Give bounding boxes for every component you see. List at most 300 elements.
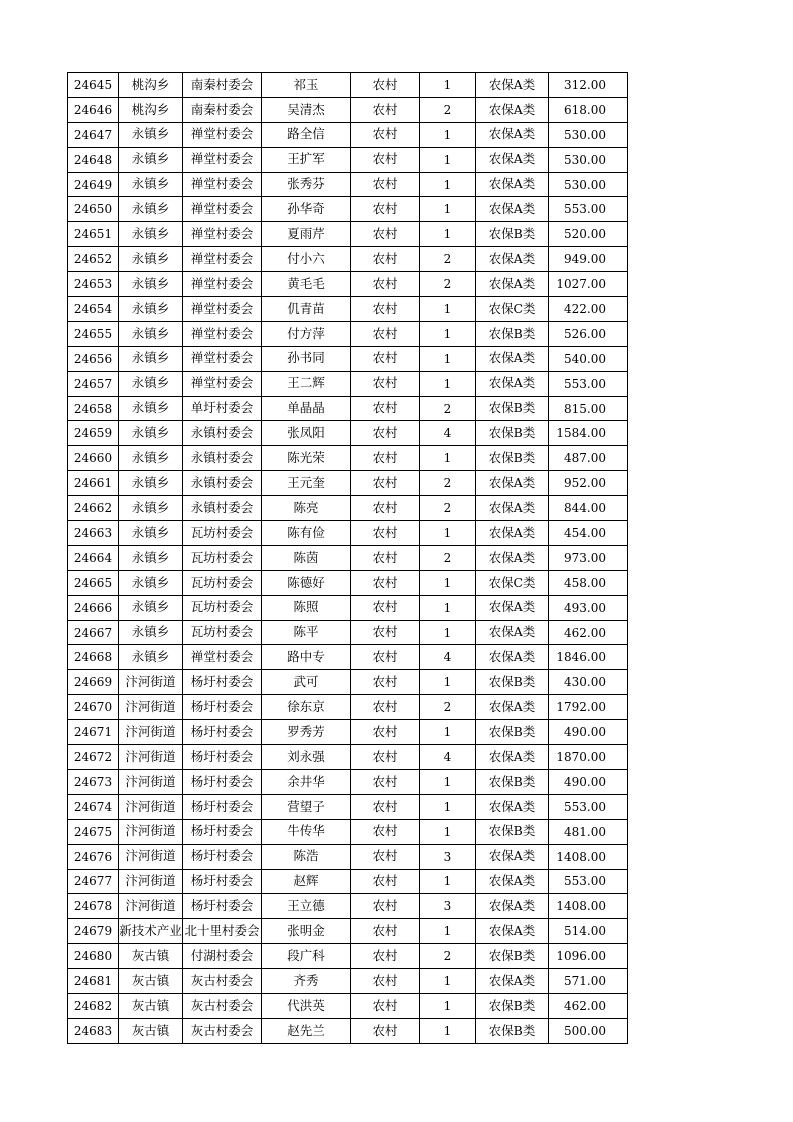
serial-number-cell: 24656	[68, 346, 119, 371]
household-type-cell: 农村	[351, 122, 420, 147]
table-row	[68, 670, 628, 695]
name-cell: 陈照	[262, 595, 351, 620]
member-count-cell: 1	[420, 222, 476, 247]
name-cell: 陈浩	[262, 844, 351, 869]
member-count-cell: 1	[420, 869, 476, 894]
amount-cell: 1408.00	[549, 844, 628, 869]
household-type-cell: 农村	[351, 371, 420, 396]
village-committee-cell: 杨圩村委会	[183, 894, 262, 919]
village-committee-cell: 瓦坊村委会	[183, 620, 262, 645]
township-cell: 新技术产业	[119, 919, 183, 944]
category-cell: 农保B类	[476, 993, 549, 1018]
township-cell: 永镇乡	[119, 496, 183, 521]
table-row	[68, 321, 628, 346]
table-row	[68, 844, 628, 869]
name-cell: 孙书同	[262, 346, 351, 371]
township-cell: 永镇乡	[119, 421, 183, 446]
records-table-body	[68, 73, 628, 1044]
household-type-cell: 农村	[351, 745, 420, 770]
amount-cell: 1408.00	[549, 894, 628, 919]
name-cell: 陈平	[262, 620, 351, 645]
member-count-cell: 1	[420, 172, 476, 197]
amount-cell: 514.00	[549, 919, 628, 944]
member-count-cell: 2	[420, 695, 476, 720]
serial-number-cell: 24657	[68, 371, 119, 396]
township-cell: 永镇乡	[119, 521, 183, 546]
village-committee-cell: 灰古村委会	[183, 993, 262, 1018]
village-committee-cell: 禅堂村委会	[183, 197, 262, 222]
category-cell: 农保A类	[476, 620, 549, 645]
village-committee-cell: 杨圩村委会	[183, 869, 262, 894]
amount-cell: 530.00	[549, 147, 628, 172]
serial-number-cell: 24660	[68, 446, 119, 471]
category-cell: 农保A类	[476, 545, 549, 570]
category-cell: 农保C类	[476, 570, 549, 595]
amount-cell: 540.00	[549, 346, 628, 371]
amount-cell: 618.00	[549, 97, 628, 122]
household-type-cell: 农村	[351, 73, 420, 98]
name-cell: 单晶晶	[262, 396, 351, 421]
member-count-cell: 1	[420, 446, 476, 471]
household-type-cell: 农村	[351, 471, 420, 496]
table-row	[68, 272, 628, 297]
household-type-cell: 农村	[351, 346, 420, 371]
township-cell: 灰古镇	[119, 1018, 183, 1043]
village-committee-cell: 南秦村委会	[183, 97, 262, 122]
category-cell: 农保A类	[476, 122, 549, 147]
household-type-cell: 农村	[351, 794, 420, 819]
table-row	[68, 446, 628, 471]
village-committee-cell: 永镇村委会	[183, 446, 262, 471]
name-cell: 付小六	[262, 247, 351, 272]
category-cell: 农保A类	[476, 745, 549, 770]
amount-cell: 481.00	[549, 819, 628, 844]
category-cell: 农保C类	[476, 297, 549, 322]
village-committee-cell: 杨圩村委会	[183, 819, 262, 844]
household-type-cell: 农村	[351, 969, 420, 994]
records-table	[67, 72, 628, 1044]
member-count-cell: 2	[420, 247, 476, 272]
category-cell: 农保A类	[476, 346, 549, 371]
category-cell: 农保A类	[476, 147, 549, 172]
name-cell: 路全信	[262, 122, 351, 147]
household-type-cell: 农村	[351, 844, 420, 869]
serial-number-cell: 24662	[68, 496, 119, 521]
table-row	[68, 695, 628, 720]
serial-number-cell: 24672	[68, 745, 119, 770]
household-type-cell: 农村	[351, 197, 420, 222]
amount-cell: 553.00	[549, 371, 628, 396]
household-type-cell: 农村	[351, 421, 420, 446]
township-cell: 汴河街道	[119, 769, 183, 794]
township-cell: 永镇乡	[119, 396, 183, 421]
amount-cell: 458.00	[549, 570, 628, 595]
name-cell: 余井华	[262, 769, 351, 794]
name-cell: 付方萍	[262, 321, 351, 346]
category-cell: 农保A类	[476, 97, 549, 122]
township-cell: 汴河街道	[119, 819, 183, 844]
member-count-cell: 1	[420, 595, 476, 620]
village-committee-cell: 禅堂村委会	[183, 122, 262, 147]
amount-cell: 454.00	[549, 521, 628, 546]
member-count-cell: 1	[420, 1018, 476, 1043]
table-row	[68, 944, 628, 969]
category-cell: 农保B类	[476, 222, 549, 247]
name-cell: 陈光荣	[262, 446, 351, 471]
name-cell: 祁玉	[262, 73, 351, 98]
member-count-cell: 2	[420, 97, 476, 122]
table-row	[68, 222, 628, 247]
name-cell: 陈有俭	[262, 521, 351, 546]
name-cell: 孙华奇	[262, 197, 351, 222]
township-cell: 汴河街道	[119, 894, 183, 919]
township-cell: 永镇乡	[119, 471, 183, 496]
household-type-cell: 农村	[351, 595, 420, 620]
amount-cell: 500.00	[549, 1018, 628, 1043]
category-cell: 农保B类	[476, 944, 549, 969]
category-cell: 农保A类	[476, 496, 549, 521]
name-cell: 王立德	[262, 894, 351, 919]
serial-number-cell: 24658	[68, 396, 119, 421]
township-cell: 永镇乡	[119, 272, 183, 297]
township-cell: 永镇乡	[119, 346, 183, 371]
township-cell: 永镇乡	[119, 197, 183, 222]
serial-number-cell: 24659	[68, 421, 119, 446]
table-row	[68, 545, 628, 570]
household-type-cell: 农村	[351, 894, 420, 919]
village-committee-cell: 杨圩村委会	[183, 794, 262, 819]
member-count-cell: 3	[420, 844, 476, 869]
name-cell: 陈茵	[262, 545, 351, 570]
table-row	[68, 894, 628, 919]
name-cell: 夏雨芹	[262, 222, 351, 247]
member-count-cell: 1	[420, 969, 476, 994]
township-cell: 桃沟乡	[119, 73, 183, 98]
household-type-cell: 农村	[351, 222, 420, 247]
village-committee-cell: 杨圩村委会	[183, 844, 262, 869]
table-row	[68, 122, 628, 147]
category-cell: 农保A类	[476, 894, 549, 919]
amount-cell: 520.00	[549, 222, 628, 247]
serial-number-cell: 24674	[68, 794, 119, 819]
serial-number-cell: 24670	[68, 695, 119, 720]
household-type-cell: 农村	[351, 645, 420, 670]
township-cell: 汴河街道	[119, 745, 183, 770]
member-count-cell: 1	[420, 570, 476, 595]
member-count-cell: 1	[420, 670, 476, 695]
village-committee-cell: 杨圩村委会	[183, 695, 262, 720]
household-type-cell: 农村	[351, 769, 420, 794]
serial-number-cell: 24664	[68, 545, 119, 570]
category-cell: 农保A类	[476, 695, 549, 720]
village-committee-cell: 瓦坊村委会	[183, 595, 262, 620]
member-count-cell: 2	[420, 396, 476, 421]
amount-cell: 1792.00	[549, 695, 628, 720]
category-cell: 农保A类	[476, 172, 549, 197]
serial-number-cell: 24648	[68, 147, 119, 172]
category-cell: 农保A类	[476, 869, 549, 894]
household-type-cell: 农村	[351, 819, 420, 844]
amount-cell: 422.00	[549, 297, 628, 322]
amount-cell: 1096.00	[549, 944, 628, 969]
village-committee-cell: 永镇村委会	[183, 421, 262, 446]
member-count-cell: 1	[420, 197, 476, 222]
serial-number-cell: 24655	[68, 321, 119, 346]
household-type-cell: 农村	[351, 496, 420, 521]
township-cell: 永镇乡	[119, 446, 183, 471]
village-committee-cell: 单圩村委会	[183, 396, 262, 421]
name-cell: 张凤阳	[262, 421, 351, 446]
name-cell: 牛传华	[262, 819, 351, 844]
amount-cell: 844.00	[549, 496, 628, 521]
amount-cell: 462.00	[549, 993, 628, 1018]
member-count-cell: 4	[420, 645, 476, 670]
member-count-cell: 4	[420, 745, 476, 770]
member-count-cell: 1	[420, 321, 476, 346]
household-type-cell: 农村	[351, 97, 420, 122]
category-cell: 农保B类	[476, 769, 549, 794]
table-row	[68, 297, 628, 322]
table-row	[68, 570, 628, 595]
category-cell: 农保A类	[476, 794, 549, 819]
serial-number-cell: 24678	[68, 894, 119, 919]
village-committee-cell: 禅堂村委会	[183, 247, 262, 272]
household-type-cell: 农村	[351, 446, 420, 471]
category-cell: 农保B类	[476, 720, 549, 745]
township-cell: 汴河街道	[119, 794, 183, 819]
member-count-cell: 2	[420, 944, 476, 969]
village-committee-cell: 灰古村委会	[183, 969, 262, 994]
serial-number-cell: 24647	[68, 122, 119, 147]
name-cell: 吴清杰	[262, 97, 351, 122]
name-cell: 营望子	[262, 794, 351, 819]
serial-number-cell: 24646	[68, 97, 119, 122]
village-committee-cell: 禅堂村委会	[183, 222, 262, 247]
table-row	[68, 396, 628, 421]
name-cell: 武可	[262, 670, 351, 695]
name-cell: 黄毛毛	[262, 272, 351, 297]
serial-number-cell: 24679	[68, 919, 119, 944]
category-cell: 农保B类	[476, 670, 549, 695]
township-cell: 永镇乡	[119, 172, 183, 197]
name-cell: 王元奎	[262, 471, 351, 496]
category-cell: 农保A类	[476, 595, 549, 620]
table-row	[68, 819, 628, 844]
amount-cell: 1846.00	[549, 645, 628, 670]
table-row	[68, 197, 628, 222]
amount-cell: 1584.00	[549, 421, 628, 446]
table-row	[68, 794, 628, 819]
household-type-cell: 农村	[351, 993, 420, 1018]
village-committee-cell: 杨圩村委会	[183, 769, 262, 794]
village-committee-cell: 瓦坊村委会	[183, 545, 262, 570]
household-type-cell: 农村	[351, 1018, 420, 1043]
member-count-cell: 1	[420, 819, 476, 844]
amount-cell: 462.00	[549, 620, 628, 645]
township-cell: 永镇乡	[119, 371, 183, 396]
household-type-cell: 农村	[351, 545, 420, 570]
name-cell: 路中专	[262, 645, 351, 670]
household-type-cell: 农村	[351, 147, 420, 172]
amount-cell: 490.00	[549, 720, 628, 745]
table-row	[68, 969, 628, 994]
amount-cell: 487.00	[549, 446, 628, 471]
village-committee-cell: 永镇村委会	[183, 471, 262, 496]
serial-number-cell: 24676	[68, 844, 119, 869]
serial-number-cell: 24667	[68, 620, 119, 645]
household-type-cell: 农村	[351, 272, 420, 297]
village-committee-cell: 付湖村委会	[183, 944, 262, 969]
township-cell: 永镇乡	[119, 297, 183, 322]
household-type-cell: 农村	[351, 944, 420, 969]
name-cell: 徐东京	[262, 695, 351, 720]
member-count-cell: 1	[420, 297, 476, 322]
serial-number-cell: 24677	[68, 869, 119, 894]
category-cell: 农保A类	[476, 247, 549, 272]
township-cell: 永镇乡	[119, 570, 183, 595]
table-row	[68, 247, 628, 272]
township-cell: 汴河街道	[119, 869, 183, 894]
table-row	[68, 147, 628, 172]
table-row	[68, 645, 628, 670]
member-count-cell: 1	[420, 919, 476, 944]
household-type-cell: 农村	[351, 695, 420, 720]
name-cell: 陈亮	[262, 496, 351, 521]
category-cell: 农保B类	[476, 421, 549, 446]
village-committee-cell: 杨圩村委会	[183, 745, 262, 770]
name-cell: 齐秀	[262, 969, 351, 994]
household-type-cell: 农村	[351, 297, 420, 322]
category-cell: 农保A类	[476, 844, 549, 869]
amount-cell: 553.00	[549, 794, 628, 819]
village-committee-cell: 禅堂村委会	[183, 297, 262, 322]
category-cell: 农保A类	[476, 471, 549, 496]
table-row	[68, 620, 628, 645]
village-committee-cell: 禅堂村委会	[183, 346, 262, 371]
village-committee-cell: 禅堂村委会	[183, 371, 262, 396]
member-count-cell: 1	[420, 122, 476, 147]
township-cell: 汴河街道	[119, 844, 183, 869]
serial-number-cell: 24663	[68, 521, 119, 546]
name-cell: 张明金	[262, 919, 351, 944]
serial-number-cell: 24653	[68, 272, 119, 297]
category-cell: 农保A类	[476, 521, 549, 546]
table-row	[68, 471, 628, 496]
amount-cell: 553.00	[549, 197, 628, 222]
name-cell: 赵先兰	[262, 1018, 351, 1043]
household-type-cell: 农村	[351, 670, 420, 695]
member-count-cell: 1	[420, 73, 476, 98]
township-cell: 永镇乡	[119, 222, 183, 247]
table-row	[68, 1018, 628, 1043]
table-row	[68, 496, 628, 521]
category-cell: 农保A类	[476, 919, 549, 944]
member-count-cell: 1	[420, 769, 476, 794]
amount-cell: 490.00	[549, 769, 628, 794]
table-row	[68, 421, 628, 446]
township-cell: 永镇乡	[119, 545, 183, 570]
serial-number-cell: 24671	[68, 720, 119, 745]
village-committee-cell: 禅堂村委会	[183, 172, 262, 197]
village-committee-cell: 禅堂村委会	[183, 272, 262, 297]
serial-number-cell: 24650	[68, 197, 119, 222]
table-row	[68, 919, 628, 944]
name-cell: 刘永强	[262, 745, 351, 770]
name-cell: 王扩军	[262, 147, 351, 172]
member-count-cell: 1	[420, 521, 476, 546]
member-count-cell: 4	[420, 421, 476, 446]
amount-cell: 952.00	[549, 471, 628, 496]
village-committee-cell: 永镇村委会	[183, 496, 262, 521]
member-count-cell: 1	[420, 346, 476, 371]
township-cell: 汴河街道	[119, 720, 183, 745]
amount-cell: 815.00	[549, 396, 628, 421]
serial-number-cell: 24680	[68, 944, 119, 969]
category-cell: 农保B类	[476, 321, 549, 346]
member-count-cell: 3	[420, 894, 476, 919]
village-committee-cell: 禅堂村委会	[183, 147, 262, 172]
amount-cell: 571.00	[549, 969, 628, 994]
table-row	[68, 172, 628, 197]
name-cell: 代洪英	[262, 993, 351, 1018]
serial-number-cell: 24683	[68, 1018, 119, 1043]
serial-number-cell: 24666	[68, 595, 119, 620]
amount-cell: 526.00	[549, 321, 628, 346]
village-committee-cell: 杨圩村委会	[183, 670, 262, 695]
village-committee-cell: 杨圩村委会	[183, 720, 262, 745]
household-type-cell: 农村	[351, 396, 420, 421]
table-row	[68, 595, 628, 620]
household-type-cell: 农村	[351, 869, 420, 894]
table-row	[68, 97, 628, 122]
serial-number-cell: 24669	[68, 670, 119, 695]
village-committee-cell: 瓦坊村委会	[183, 570, 262, 595]
serial-number-cell: 24665	[68, 570, 119, 595]
amount-cell: 553.00	[549, 869, 628, 894]
township-cell: 汴河街道	[119, 695, 183, 720]
township-cell: 汴河街道	[119, 670, 183, 695]
table-row	[68, 521, 628, 546]
category-cell: 农保B类	[476, 396, 549, 421]
table-row	[68, 346, 628, 371]
member-count-cell: 1	[420, 993, 476, 1018]
table-row	[68, 769, 628, 794]
township-cell: 灰古镇	[119, 944, 183, 969]
household-type-cell: 农村	[351, 172, 420, 197]
household-type-cell: 农村	[351, 919, 420, 944]
serial-number-cell: 24682	[68, 993, 119, 1018]
household-type-cell: 农村	[351, 247, 420, 272]
table-row	[68, 720, 628, 745]
township-cell: 桃沟乡	[119, 97, 183, 122]
household-type-cell: 农村	[351, 720, 420, 745]
name-cell: 罗秀芳	[262, 720, 351, 745]
household-type-cell: 农村	[351, 570, 420, 595]
table-row	[68, 371, 628, 396]
table-row	[68, 869, 628, 894]
amount-cell: 312.00	[549, 73, 628, 98]
member-count-cell: 1	[420, 794, 476, 819]
category-cell: 农保A类	[476, 73, 549, 98]
category-cell: 农保A类	[476, 197, 549, 222]
member-count-cell: 1	[420, 371, 476, 396]
name-cell: 陈德好	[262, 570, 351, 595]
village-committee-cell: 灰古村委会	[183, 1018, 262, 1043]
table-row	[68, 745, 628, 770]
household-type-cell: 农村	[351, 321, 420, 346]
serial-number-cell: 24652	[68, 247, 119, 272]
serial-number-cell: 24668	[68, 645, 119, 670]
